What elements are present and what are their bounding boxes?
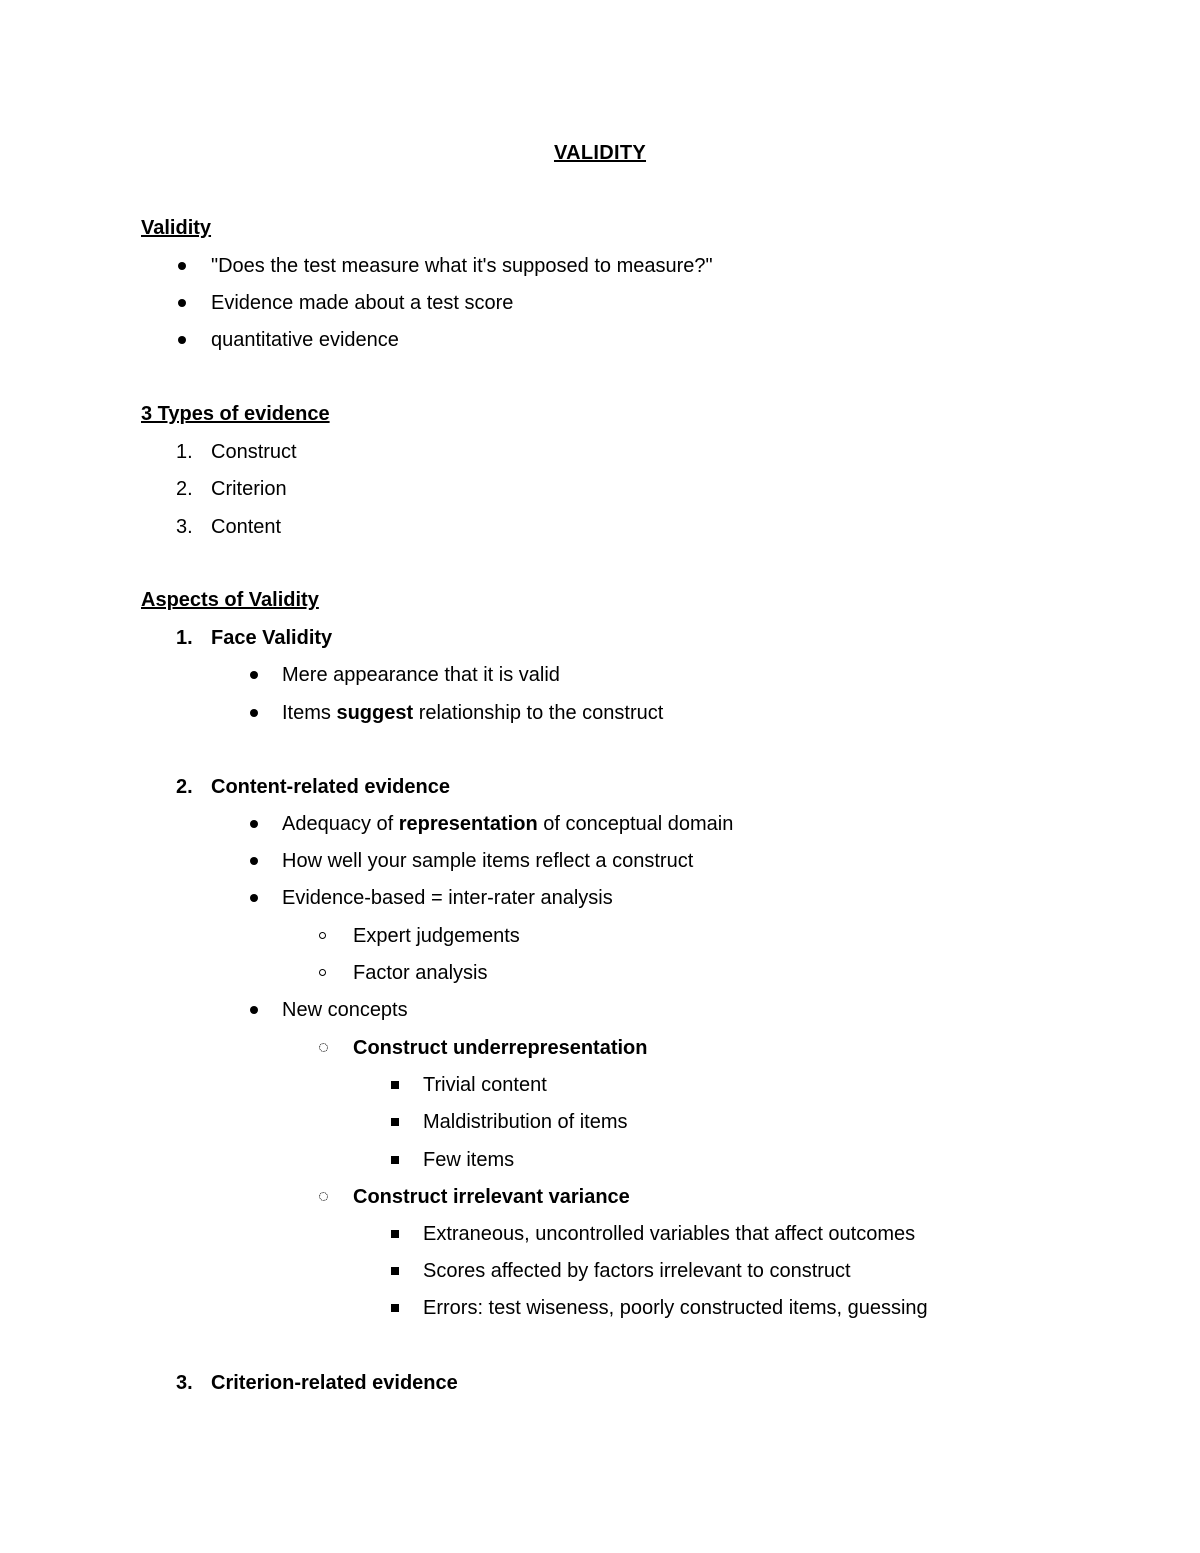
list-number: 3. bbox=[176, 516, 193, 538]
text-segment: of conceptual domain bbox=[537, 813, 734, 835]
bullet-square-icon bbox=[391, 1267, 399, 1275]
list-item: Expert judgements bbox=[353, 925, 520, 947]
bullet-dot-icon bbox=[250, 857, 258, 865]
bullet-dotted-ring-icon bbox=[319, 1043, 328, 1052]
bullet-dot-icon bbox=[250, 1006, 258, 1014]
text-segment: relationship to the construct bbox=[413, 702, 664, 724]
section-heading-validity: Validity bbox=[141, 217, 212, 239]
bold-term: representation bbox=[398, 813, 538, 835]
list-item bbox=[282, 812, 733, 836]
list-item: quantitative evidence bbox=[211, 329, 399, 351]
list-item: Construct underrepresentation bbox=[353, 1037, 648, 1059]
list-item: Construct irrelevant variance bbox=[353, 1186, 630, 1208]
bullet-square-icon bbox=[391, 1304, 399, 1312]
section-heading-aspects: Aspects of Validity bbox=[141, 589, 319, 611]
subsection-title-face-validity: Face Validity bbox=[211, 627, 333, 649]
list-item: Evidence-based = inter-rater analysis bbox=[282, 887, 613, 909]
list-item: Construct bbox=[211, 441, 297, 463]
section-heading-types: 3 Types of evidence bbox=[141, 403, 330, 425]
bullet-dot-icon bbox=[178, 262, 186, 270]
list-number: 1. bbox=[176, 627, 193, 649]
list-item: Factor analysis bbox=[353, 962, 488, 984]
bullet-square-icon bbox=[391, 1118, 399, 1126]
list-item: "Does the test measure what it's supposed to measure?" bbox=[211, 255, 713, 277]
list-item: How well your sample items reflect a construct bbox=[282, 850, 694, 872]
list-item: Trivial content bbox=[423, 1074, 547, 1096]
bullet-dot-icon bbox=[250, 820, 258, 828]
list-item: Extraneous, uncontrolled variables that affect outcomes bbox=[423, 1223, 916, 1245]
subsection-title-content: Content-related evidence bbox=[211, 776, 450, 798]
list-item bbox=[282, 701, 663, 725]
list-item: Mere appearance that it is valid bbox=[282, 664, 560, 686]
list-item: Content bbox=[211, 516, 282, 538]
list-item: Evidence made about a test score bbox=[211, 292, 514, 314]
text-segment: Adequacy of bbox=[282, 813, 399, 835]
bullet-dot-icon bbox=[250, 709, 258, 717]
bullet-ring-icon bbox=[319, 932, 326, 939]
bullet-square-icon bbox=[391, 1156, 399, 1164]
bullet-square-icon bbox=[391, 1081, 399, 1089]
bullet-ring-icon bbox=[319, 969, 326, 976]
list-item: Maldistribution of items bbox=[423, 1111, 628, 1133]
list-item: Errors: test wiseness, poorly constructed items, guessing bbox=[423, 1297, 928, 1319]
list-number: 2. bbox=[176, 776, 193, 798]
bullet-dot-icon bbox=[178, 299, 186, 307]
list-item: Scores affected by factors irrelevant to construct bbox=[423, 1260, 851, 1282]
bullet-square-icon bbox=[391, 1230, 399, 1238]
list-number: 1. bbox=[176, 441, 193, 463]
bullet-dot-icon bbox=[250, 671, 258, 679]
list-item: Few items bbox=[423, 1149, 515, 1171]
bullet-dot-icon bbox=[178, 336, 186, 344]
subsection-title-criterion: Criterion-related evidence bbox=[211, 1372, 458, 1394]
list-number: 2. bbox=[176, 478, 193, 500]
list-item: New concepts bbox=[282, 999, 408, 1021]
text-segment: Items bbox=[282, 702, 337, 724]
list-item: Criterion bbox=[211, 478, 287, 500]
page-title: VALIDITY bbox=[553, 142, 647, 164]
bullet-dot-icon bbox=[250, 894, 258, 902]
bold-term: suggest bbox=[336, 702, 414, 724]
bullet-dotted-ring-icon bbox=[319, 1192, 328, 1201]
list-number: 3. bbox=[176, 1372, 193, 1394]
